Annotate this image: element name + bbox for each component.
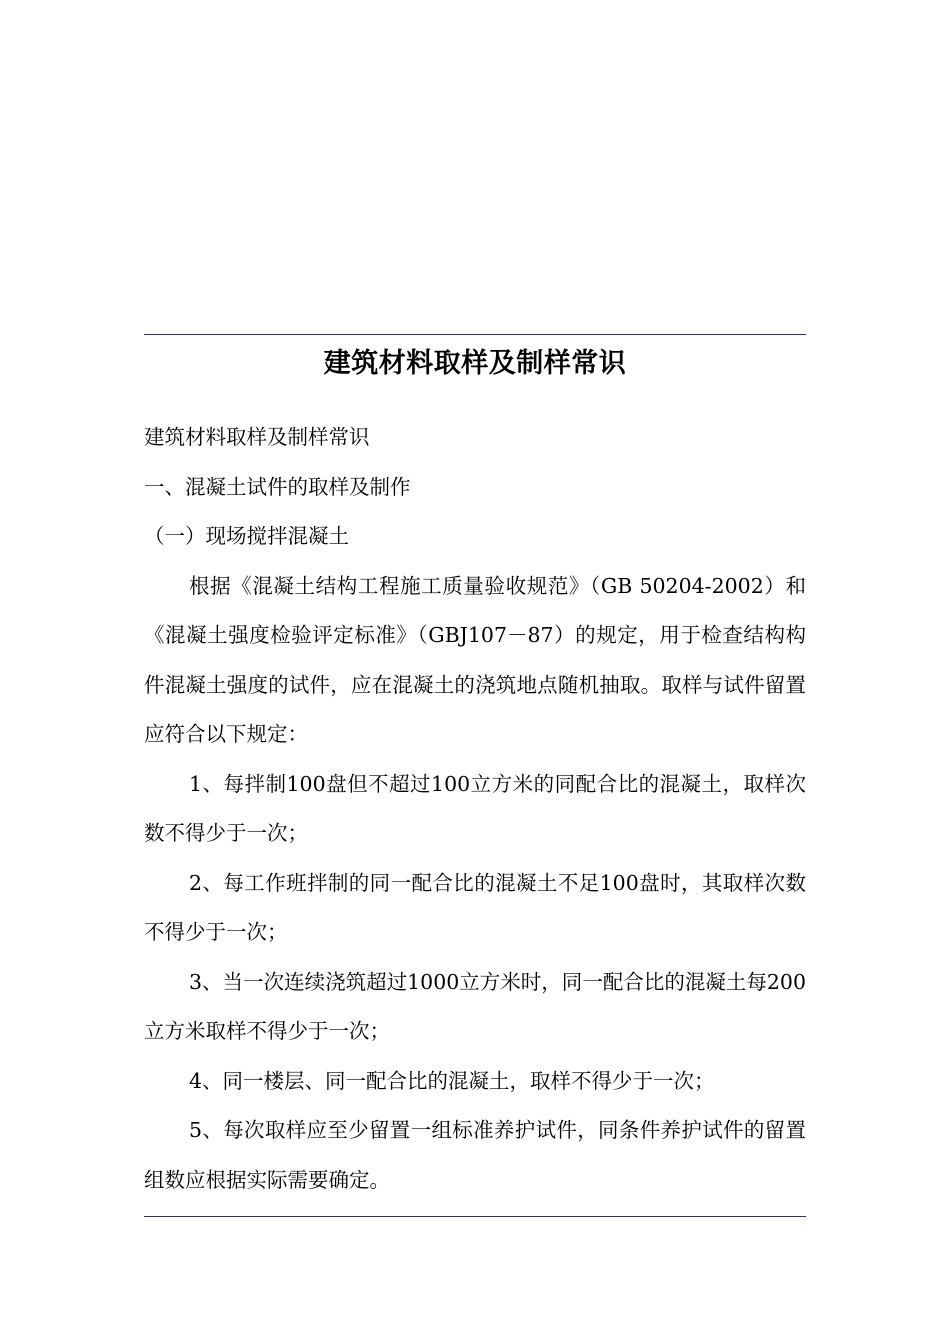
document-title: 建筑材料取样及制样常识 bbox=[323, 348, 627, 379]
intro-paragraph: 根据《混凝土结构工程施工质量验收规范》（GB 50204-2002）和《混凝土强度检验评定标准》（GBJ107－87）的规定，用于检查结构构件混凝土强度的试件，应在混凝土的浇筑地点随机抽取。取样与试件留置应符合以下规定： bbox=[144, 573, 806, 746]
document-subtitle: 建筑材料取样及制样常识 bbox=[144, 425, 370, 449]
header-rule bbox=[144, 334, 806, 335]
rule-item-3: 3、当一次连续浇筑超过1000立方米时，同一配合比的混凝土每200立方米取样不得少于一次； bbox=[144, 969, 806, 1043]
subsection-heading: （一）现场搅拌混凝土 bbox=[144, 524, 349, 548]
document-body bbox=[144, 413, 806, 1205]
rule-item-4: 4、同一楼层、同一配合比的混凝土，取样不得少于一次； bbox=[189, 1068, 715, 1093]
rule-item-1: 1、每拌制100盘但不超过100立方米的同配合比的混凝土，取样次数不得少于一次； bbox=[144, 771, 806, 845]
section-heading: 一、混凝土试件的取样及制作 bbox=[144, 474, 411, 499]
rule-item-2: 2、每工作班拌制的同一配合比的混凝土不足100盘时，其取样次数不得少于一次； bbox=[144, 870, 806, 944]
footer-rule bbox=[144, 1216, 806, 1217]
rule-item-5: 5、每次取样应至少留置一组标准养护试件，同条件养护试件的留置组数应根据实际需要确定。 bbox=[144, 1118, 806, 1192]
